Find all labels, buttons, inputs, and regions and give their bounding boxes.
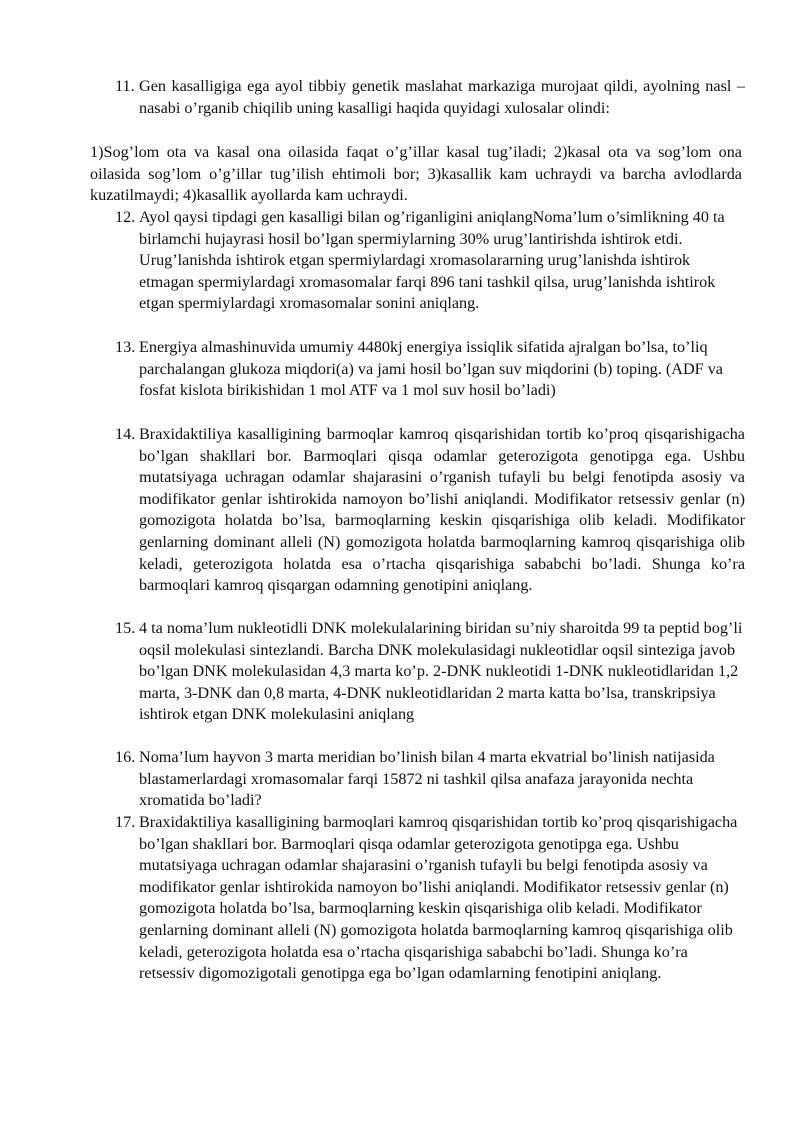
- question-14: [115, 424, 745, 597]
- question-13: [115, 337, 745, 402]
- question-text: Energiya almashinuvida umumiy 4480kj energiya issiqlik sifatida ajralgan bo’lsa, to’liq parchalangan glukoza miqdori(a) va jami hosil bo’lgan suv miqdorini (b) toping. (ADF va fosfat kislota birikishidan 1 mol ATF va 1 mol suv hosil bo’ladi): [139, 338, 723, 400]
- question-text: Ayol qaysi tipdagi gen kasalligi bilan og’riganligini aniqlangNoma’lum o’simlikning 40 ta birlamchi hujayrasi hosil bo’lgan spermiylarning 30% urug’lantirishda ishtirok etdi. Urug’lanishda ishtirok etgan spermiylardagi xromasolararning urug’lanishda ishtirok etmagan spermiylardagi xromasomalar farqi 896 tani tashkil qilsa, urug’lanishda ishtirok etgan spermiylardagi xromasomalar sonini aniqlang.: [139, 208, 725, 313]
- question-number: 17.: [115, 813, 136, 831]
- question-11: [115, 76, 745, 119]
- question-17: [115, 812, 745, 985]
- question-number: 11.: [115, 77, 135, 95]
- question-text: Gen kasalligiga ega ayol tibbiy genetik maslahat markaziga murojaat qildi, ayolning nasl – nasabi o’rganib chiqilib uning kasalligi haqida quyidagi xulosalar olindi:: [139, 77, 745, 117]
- question-text: Braxidaktiliya kasalligining barmoqlari kamroq qisqarishidan tortib ko’proq qisqarishigacha bo’lgan shakllari bor. Barmoqlari qisqa odamlar geterozigota genotipga ega. Ushbu mutatsiyaga uchragan odamlar shajarasini o’rganish tufayli bu belgi fenotipda asosiy va modifikator genlar ishtirokida namoyon bo’lishi aniqlandi. Modifikator retsessiv genlar (n) gomozigota holatda bo’lsa, barmoqlarning keskin qisqarishiga olib keladi. Modifikator genlarning dominant alleli (N) gomozigota holatda barmoqlarning kamroq qisqarishiga olib keladi, geterozigota holatda esa o’rtacha qisqarishiga sababchi bo’ladi. Shunga ko’ra retsessiv digomozigotali genotipga ega bo’lgan odamlarning fenotipini aniqlang.: [139, 813, 738, 983]
- question-number: 16.: [115, 748, 136, 766]
- question-text: 4 ta noma’lum nukleotidli DNK molekulalarining biridan su’niy sharoitda 99 ta peptid bog’li oqsil molekulasi sintezlandi. Barcha DNK molekulasidagi nukleotidlar oqsil sinteziga javob bo’lgan DNK molekulasidan 4,3 marta ko’p. 2-DNK nukleotidi 1-DNK nukleotidlaridan 1,2 marta, 3-DNK dan 0,8 marta, 4-DNK nukleotidlaridan 2 marta katta bo’lsa, transkripsiya ishtirok etgan DNK molekulasini aniqlang: [139, 619, 743, 724]
- question-number: 13.: [115, 338, 136, 356]
- question-15: [115, 618, 745, 726]
- question-number: 14.: [115, 425, 136, 443]
- question-16: [115, 747, 745, 812]
- question-text: Noma’lum hayvon 3 marta meridian bo’linish bilan 4 marta ekvatrial bo’linish natijasida blastamerlardagi xromasomalar farqi 15872 ni tashkil qilsa anafaza jarayonida nechta xromatida bo’ladi?: [139, 748, 715, 810]
- question-number: 12.: [115, 208, 136, 226]
- question-text: Braxidaktiliya kasalligining barmoqlar kamroq qisqarishidan tortib ko’proq qisqarishigacha bo’lgan shakllari bor. Barmoqlari qisqa odamlar geterozigota genotipga ega. Ushbu mutatsiyaga uchragan odamlar shajarasini o’rganish tufayli bu belgi fenotipda asosiy va modifikator genlar ishtirokida namoyon bo’lishi aniqlandi. Modifikator retsessiv genlar (n) gomozigota holatda bo’lsa, barmoqlarning keskin qisqarishiga olib keladi. Modifikator genlarning dominant alleli (N) gomozigota holatda barmoqlarning kamroq qisqarishiga olib keladi, geterozigota holatda esa o’rtacha qisqarishiga sababchi bo’ladi. Shunga ko’ra barmoqlari kamroq qisqargan odamning genotipini aniqlang.: [139, 425, 745, 595]
- question-11-conclusions: 1)Sog’lom ota va kasal ona oilasida faqat o’g’illar kasal tug’iladi; 2)kasal ota va sog’lom ona oilasida sog’lom o’g’illar tug’ilish ehtimoli bor; 3)kasallik kam uchraydi va barcha avlodlarda kuzatilmaydi; 4)kasallik ayollarda kam uchraydi.: [90, 143, 742, 205]
- question-number: 15.: [115, 619, 136, 637]
- question-12: [115, 207, 745, 315]
